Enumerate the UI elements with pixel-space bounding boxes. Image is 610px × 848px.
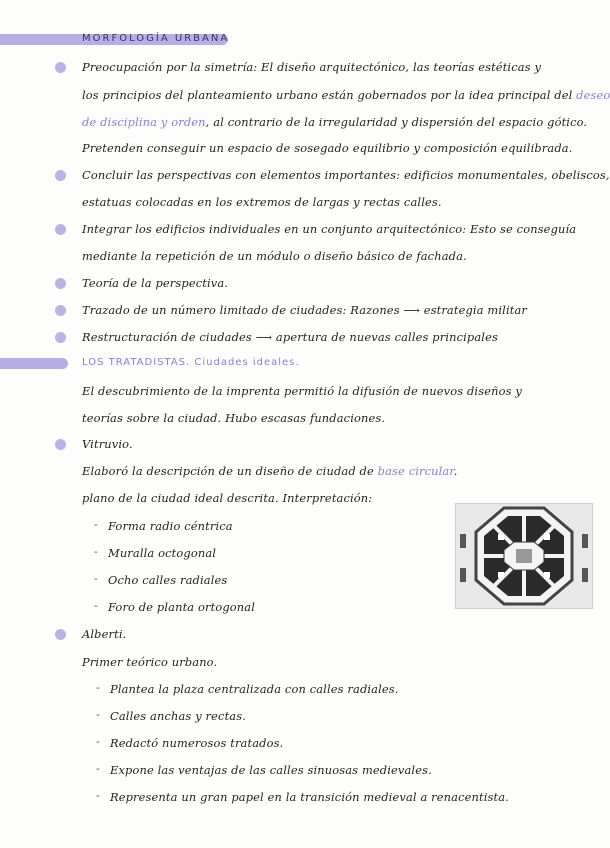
text-span: Elaboró la descripción de un diseño de ciudad de bbox=[82, 464, 374, 478]
paragraph-line bbox=[82, 464, 458, 478]
list-item: Representa un gran papel en la transición medieval a renacentista. bbox=[110, 790, 509, 804]
list-item: Plantea la plaza centralizada con calles radiales. bbox=[110, 682, 399, 696]
paragraph-line: Preocupación por la simetría: El diseño arquitectónico, las teorías estéticas y bbox=[82, 60, 542, 74]
list-item: Redactó numerosos tratados. bbox=[110, 736, 284, 750]
subheading: Alberti. bbox=[82, 627, 127, 641]
octagonal-city-diagram bbox=[456, 504, 592, 608]
paragraph-line: Integrar los edificios individuales en un conjunto arquitectónico: Esto se conseguía bbox=[82, 222, 577, 236]
dash-marker: - bbox=[96, 708, 100, 721]
highlight-text: deseo bbox=[576, 88, 610, 102]
paragraph-line: Trazado de un número limitado de ciudades: Razones ⟶ estrategia militar bbox=[82, 303, 528, 317]
bullet-marker bbox=[55, 629, 66, 640]
list-item: Forma radio céntrica bbox=[108, 519, 233, 533]
bullet-marker bbox=[55, 278, 66, 289]
list-item: Foro de planta ortogonal bbox=[108, 600, 256, 614]
bullet-marker bbox=[55, 62, 66, 73]
bullet-marker bbox=[55, 224, 66, 235]
section-highlight bbox=[0, 358, 68, 369]
ideal-city-plan-image bbox=[455, 503, 593, 609]
dash-marker: - bbox=[96, 735, 100, 748]
dash-marker: - bbox=[94, 599, 98, 612]
bullet-marker bbox=[55, 305, 66, 316]
list-item: Expone las ventajas de las calles sinuosas medievales. bbox=[110, 763, 432, 777]
bullet-marker bbox=[55, 170, 66, 181]
paragraph-line: plano de la ciudad ideal descrita. Interpretación: bbox=[82, 491, 373, 505]
paragraph-line: Primer teórico urbano. bbox=[82, 655, 218, 669]
section-title: LOS TRATADISTAS. Ciudades ideales. bbox=[82, 357, 300, 368]
dash-marker: - bbox=[94, 545, 98, 558]
subheading: Vitruvio. bbox=[82, 437, 133, 451]
dash-marker: - bbox=[96, 789, 100, 802]
paragraph-line: Teoría de la perspectiva. bbox=[82, 276, 229, 290]
paragraph-line: Restructuración de ciudades ⟶ apertura de nuevas calles principales bbox=[82, 330, 498, 344]
text-span: . bbox=[453, 464, 458, 478]
list-item: Calles anchas y rectas. bbox=[110, 709, 247, 723]
bullet-marker bbox=[55, 332, 66, 343]
dash-marker: - bbox=[96, 681, 100, 694]
dash-marker: - bbox=[94, 572, 98, 585]
paragraph-line: El descubrimiento de la imprenta permitió la difusión de nuevos diseños y bbox=[82, 384, 522, 398]
dash-marker: - bbox=[96, 762, 100, 775]
paragraph-line bbox=[82, 88, 610, 102]
highlight-text: de disciplina y orden bbox=[82, 115, 206, 129]
paragraph-line: Concluir las perspectivas con elementos importantes: edificios monumentales, obeliscos, bbox=[82, 168, 610, 182]
paragraph-line: mediante la repetición de un módulo o diseño básico de fachada. bbox=[82, 249, 467, 263]
text-span: los principios del planteamiento urbano están gobernados por la idea principal del bbox=[82, 88, 573, 102]
paragraph-line: Pretenden conseguir un espacio de sosegado equilibrio y composición equilibrada. bbox=[82, 141, 573, 155]
bullet-marker bbox=[55, 439, 66, 450]
highlight-text: base circular bbox=[377, 464, 454, 478]
paragraph-line bbox=[82, 115, 587, 129]
paragraph-line: teorías sobre la ciudad. Hubo escasas fundaciones. bbox=[82, 411, 386, 425]
list-item: Ocho calles radiales bbox=[108, 573, 228, 587]
list-item: Muralla octogonal bbox=[108, 546, 217, 560]
page-title: MORFOLOGÍA URBANA bbox=[82, 33, 230, 44]
paragraph-line: estatuas colocadas en los extremos de largas y rectas calles. bbox=[82, 195, 442, 209]
dash-marker: - bbox=[94, 518, 98, 531]
text-span: , al contrario de la irregularidad y dispersión del espacio gótico. bbox=[205, 115, 588, 129]
